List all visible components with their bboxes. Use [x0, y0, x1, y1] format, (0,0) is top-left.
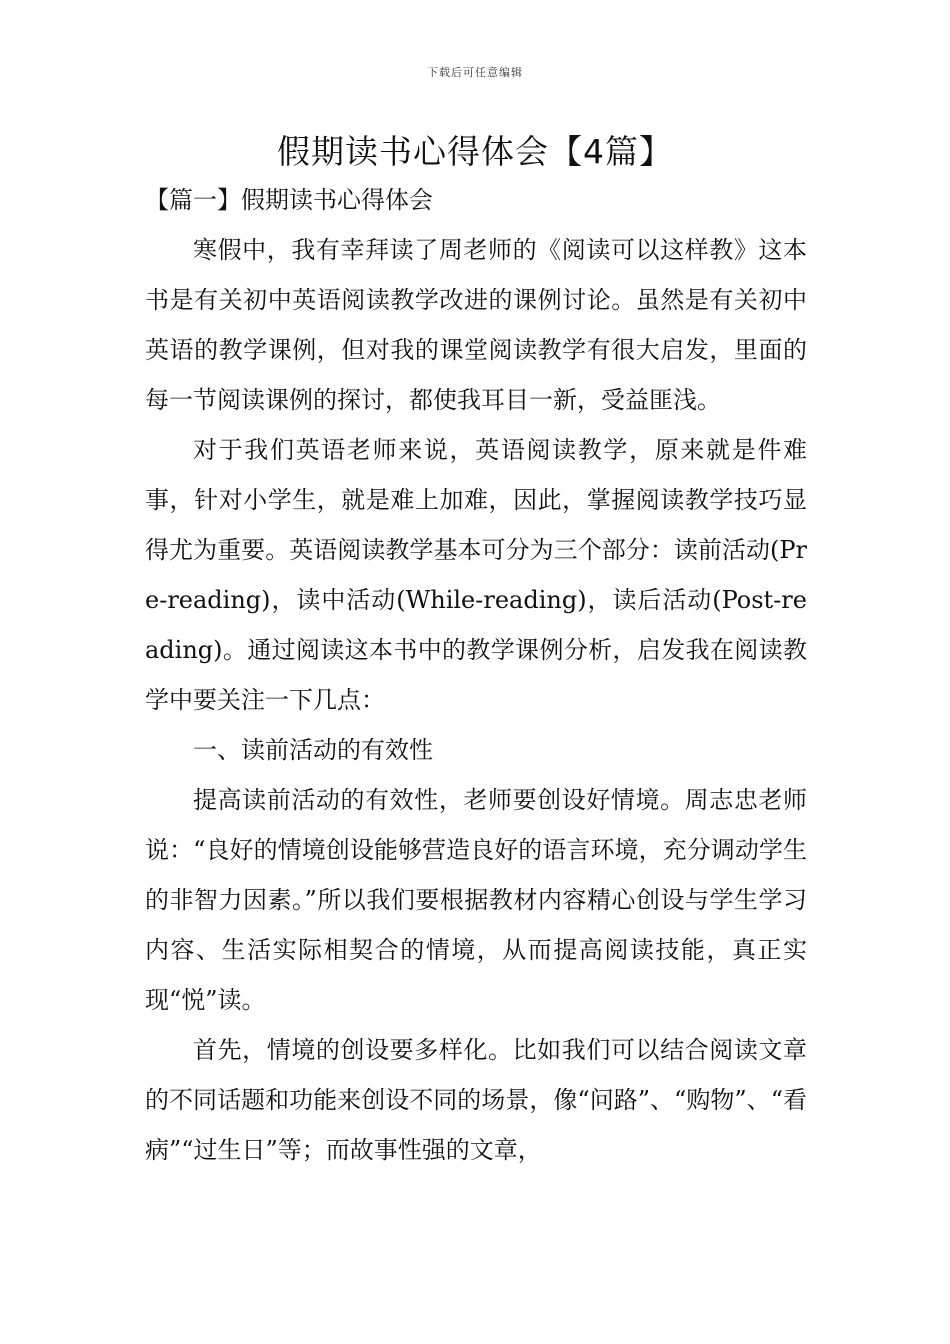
- paragraph: 首先，情境的创设要多样化。比如我们可以结合阅读文章的不同话题和功能来创设不同的场景，像“问路”、“购物”、“看病”“过生日”等；而故事性强的文章，: [145, 1036, 807, 1164]
- paragraph: 寒假中，我有幸拜读了周老师的《阅读可以这样教》这本书是有关初中英语阅读教学改进的课例讨论。虽然是有关初中英语的教学课例，但对我的课堂阅读教学有很大启发，里面的每一节阅读课例的探讨，都使我耳目一新，受益匪浅。: [145, 236, 807, 414]
- paragraph: 对于我们英语老师来说，英语阅读教学，原来就是件难事，针对小学生，就是难上加难，因此，掌握阅读教学技巧显得尤为重要。英语阅读教学基本可分为三个部分：读前活动(Pre-reading)，读中活动(While-reading)，读后活动(Post-reading)。通过阅读这本书中的教学课例分析，启发我在阅读教学中要关注一下几点：: [145, 436, 807, 714]
- paragraph: 提高读前活动的有效性，老师要创设好情境。周志忠老师说：“良好的情境创设能够营造良好的语言环境，充分调动学生的非智力因素。”所以我们要根据教材内容精心创设与学生学习内容、生活实际相契合的情境，从而提高阅读技能，真正实现“悦”读。: [145, 786, 807, 1014]
- header-note: 下载后可任意编辑: [427, 66, 523, 79]
- body-text: [145, 225, 807, 1175]
- section-heading: 【篇一】假期读书心得体会: [145, 186, 433, 214]
- subheading: 一、读前活动的有效性: [193, 736, 433, 764]
- document-title: 假期读书心得体会【4篇】: [277, 132, 673, 171]
